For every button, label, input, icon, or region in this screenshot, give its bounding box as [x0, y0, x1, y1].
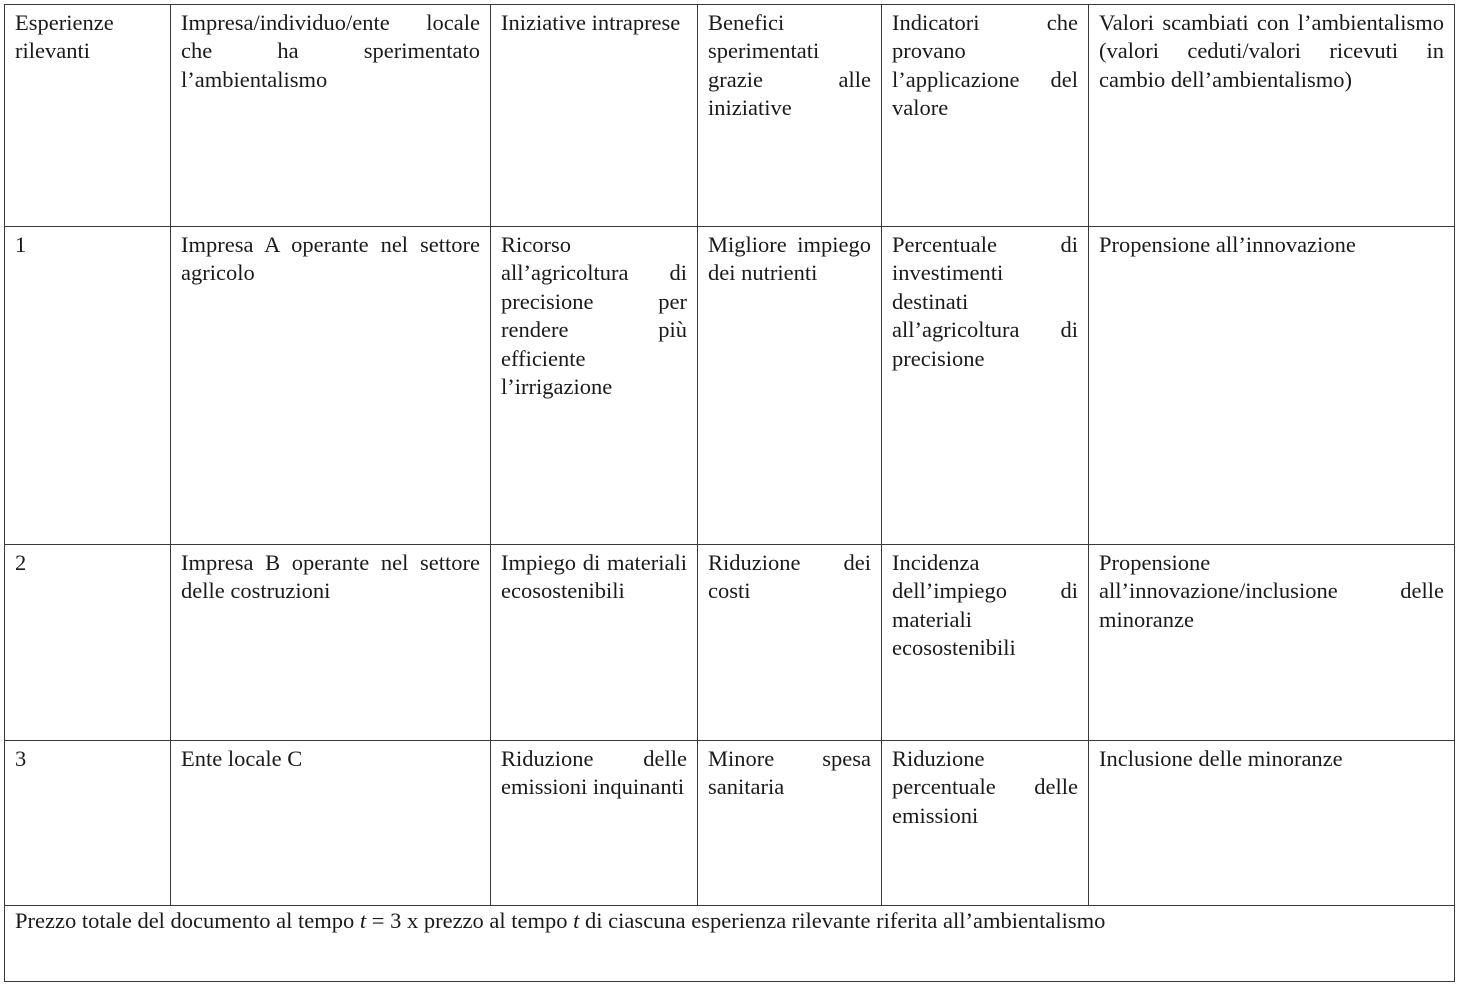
entity-cell: Impresa A operante nel settore agricolo: [171, 227, 491, 545]
initiatives-cell: Ricorso all’agricoltura di precisione per rendere più efficiente l’irrigazione: [491, 227, 698, 545]
values-table: [4, 4, 1455, 982]
table-row: [5, 741, 1455, 906]
formula-variable-t-2: t: [573, 908, 580, 933]
indicators-cell: Percentuale di investimenti destinati all’agricoltura di precisione: [882, 227, 1089, 545]
formula-variable-t: t: [359, 908, 367, 933]
indicators-cell: Incidenza dell’impiego di materiali ecosostenibili: [882, 545, 1089, 741]
footer-row: [5, 906, 1455, 982]
formula-text-before: Prezzo totale del documento al tempo: [15, 908, 360, 933]
header-cell-benefits: Benefici sperimentati grazie alle iniziative: [698, 5, 882, 227]
indicators-cell: Riduzione percentuale delle emissioni: [882, 741, 1089, 906]
benefits-cell: Migliore impiego dei nutrienti: [698, 227, 882, 545]
initiatives-cell: Impiego di materiali ecosostenibili: [491, 545, 698, 741]
formula-text-mid: = 3 x prezzo al tempo: [366, 908, 574, 933]
header-row: [5, 5, 1455, 227]
values-cell: Inclusione delle minoranze: [1089, 741, 1455, 906]
entity-cell: Ente locale C: [171, 741, 491, 906]
row-number-cell: 3: [5, 741, 171, 906]
table-row: [5, 227, 1455, 545]
header-cell-values: Valori scambiati con l’ambientalismo (valori ceduti/valori ricevuti in cambio dell’ambientalismo): [1089, 5, 1455, 227]
benefits-cell: Riduzione dei costi: [698, 545, 882, 741]
total-price-formula: [5, 906, 1455, 982]
header-cell-initiatives: Iniziative intraprese: [491, 5, 698, 227]
row-number-cell: 2: [5, 545, 171, 741]
values-cell: Propensione all’innovazione: [1089, 227, 1455, 545]
values-cell: Propensione all’innovazione/inclusione delle minoranze: [1089, 545, 1455, 741]
row-number-cell: 1: [5, 227, 171, 545]
header-cell-entity: Impresa/individuo/ente locale che ha sperimentato l’ambientalismo: [171, 5, 491, 227]
initiatives-cell: Riduzione delle emissioni inquinanti: [491, 741, 698, 906]
entity-cell: Impresa B operante nel settore delle costruzioni: [171, 545, 491, 741]
formula-text-after: di ciascuna esperienza rilevante riferita all’ambientalismo: [579, 908, 1106, 933]
benefits-cell: Minore spesa sanitaria: [698, 741, 882, 906]
header-cell-esperienze: Esperienze rilevanti: [5, 5, 171, 227]
table-row: [5, 545, 1455, 741]
header-cell-indicators: Indicatori che provano l’applicazione del valore: [882, 5, 1089, 227]
